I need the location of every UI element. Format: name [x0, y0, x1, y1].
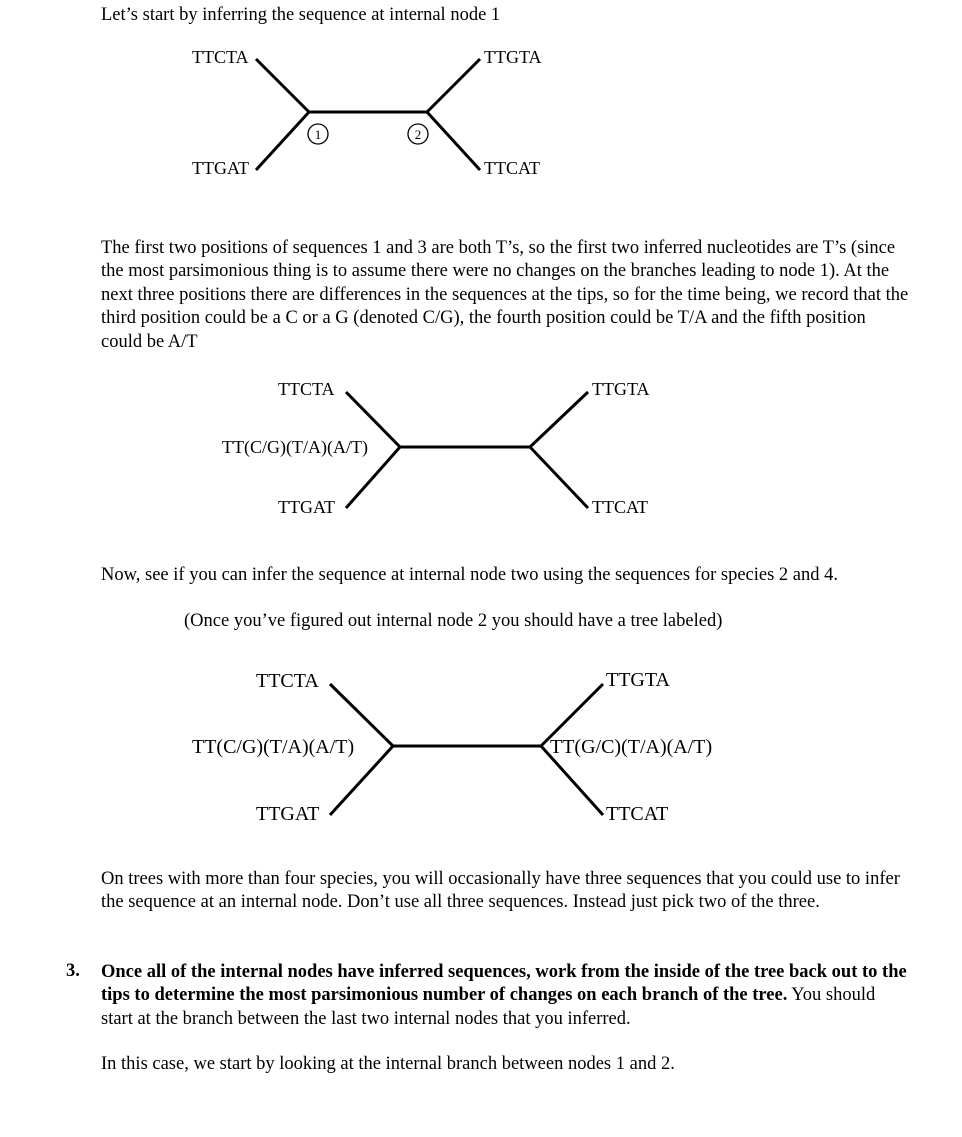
step3-bold-text: Once all of the internal nodes have inferred sequences, work from the inside of the tree back out to the tips to determine the most parsimonious number of changes on each branch of the tree. [101, 962, 907, 1006]
tree1-branch-bottom-left [256, 112, 309, 170]
intro-line: Let’s start by inferring the sequence at internal node 1 [101, 5, 501, 25]
tree3-label-internal-left: TT(C/G)(T/A)(A/T) [192, 736, 355, 758]
step3-text [101, 961, 911, 1031]
tree2-label-top-right: TTGTA [592, 379, 650, 399]
instruction-labeled-tree: (Once you’ve figured out internal node 2 you should have a tree labeled) [184, 611, 723, 631]
tree2-label-bottom-right: TTCAT [592, 497, 648, 517]
tree1-label-bottom-left: TTGAT [192, 158, 249, 178]
tree1-label-bottom-right: TTCAT [484, 158, 540, 178]
tree2-label-internal-left: TT(C/G)(T/A)(A/T) [222, 437, 368, 457]
tree2-branch-top-right [530, 392, 588, 447]
tree3-label-bottom-left: TTGAT [256, 803, 320, 825]
tree3-label-internal-right: TT(G/C)(T/A)(A/T) [550, 736, 713, 758]
tree1-branch-top-right [427, 59, 480, 112]
tree3-label-bottom-right: TTCAT [606, 803, 669, 825]
tree3-label-top-left: TTCTA [256, 670, 319, 692]
closing-line: In this case, we start by looking at the internal branch between nodes 1 and 2. [101, 1054, 675, 1074]
tree1-label-top-left: TTCTA [192, 47, 249, 67]
step3-number: 3. [66, 961, 80, 981]
tree2-label-top-left: TTCTA [278, 379, 335, 399]
tree1-node1-label: 1 [314, 127, 322, 142]
tree1-label-top-right: TTGTA [484, 47, 542, 67]
tree1-branch-bottom-right [427, 112, 480, 170]
tree2-label-bottom-left: TTGAT [278, 497, 335, 517]
tree1-branch-top-left [256, 59, 309, 112]
paragraph-node1-explanation: The first two positions of sequences 1 and 3 are both T’s, so the first two inferred nucleotides are T’s (since the most parsimonious thing is to assume there were no changes on the branches leading to node 1). At the next three positions there are differences in the sequences at the tips, so for the time being, we record that the third position could be a C or a G (denoted C/G), the fourth position could be T/A and the fifth position could be A/T [101, 238, 909, 352]
instruction-node2: Now, see if you can infer the sequence at internal node two using the sequences for species 2 and 4. [101, 565, 839, 585]
tree1-node2-label: 2 [414, 127, 422, 142]
tree3-label-top-right: TTGTA [606, 669, 670, 691]
tree2-branch-bottom-right [530, 447, 588, 508]
step3-rest-text: You should start at the branch between the last two internal nodes that you inferred. [101, 985, 876, 1029]
paragraph-three-sequences: On trees with more than four species, you will occasionally have three sequences that you could use to infer the sequence at an internal node. Don’t use all three sequences. Instead just pick two of the three. [101, 869, 900, 913]
